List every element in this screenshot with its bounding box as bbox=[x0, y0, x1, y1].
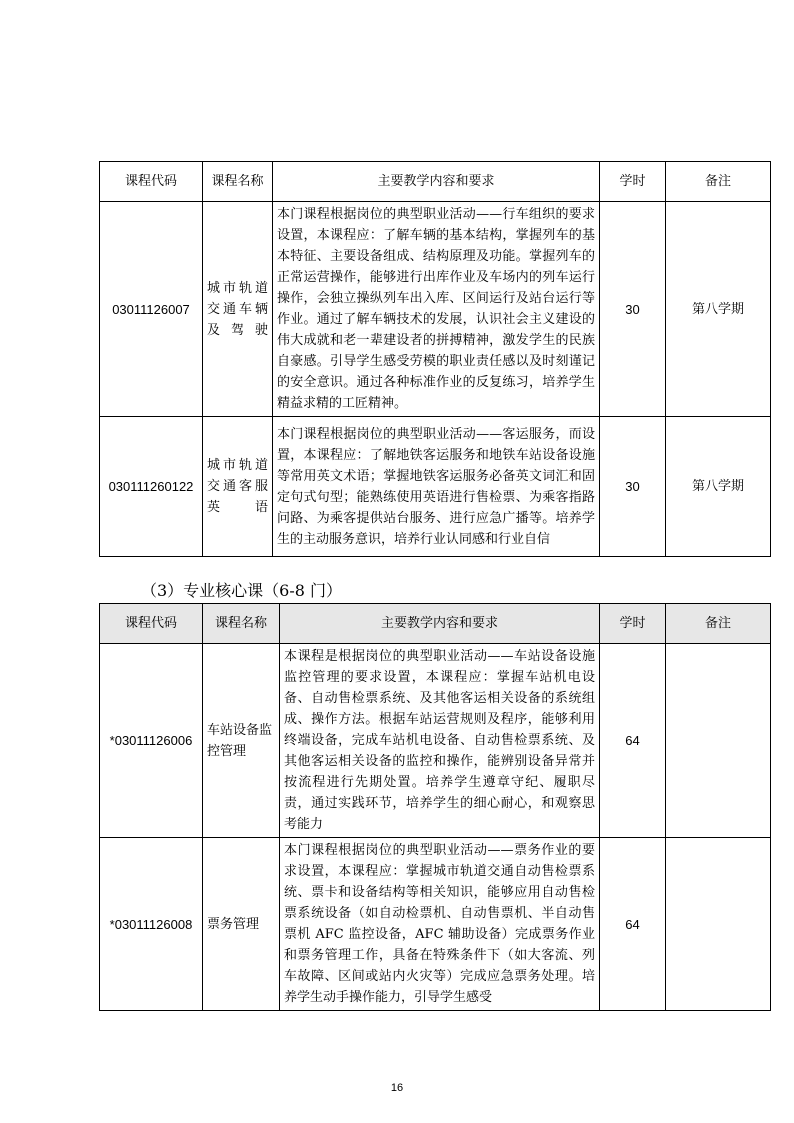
course-code: *03011126008 bbox=[100, 838, 203, 1011]
course-name: 城市轨道交通客服英语 bbox=[203, 417, 273, 557]
course-note: 第八学期 bbox=[666, 417, 771, 557]
header-content: 主要教学内容和要求 bbox=[273, 162, 600, 202]
core-course-table bbox=[99, 603, 771, 1011]
table-row bbox=[100, 838, 771, 1011]
course-note bbox=[666, 644, 771, 838]
section-title: （3）专业核心课（6-8 门） bbox=[141, 581, 343, 600]
course-note: 第八学期 bbox=[666, 202, 771, 417]
elective-course-table bbox=[99, 161, 771, 557]
course-name: 票务管理 bbox=[203, 838, 280, 1011]
course-content: 本门课程根据岗位的典型职业活动——客运服务，而设置，本课程应：了解地铁客运服务和地铁车站设备设施等常用英文术语；掌握地铁客运服务必备英文词汇和固定句式句型；能熟练使用英语进行售检票、为乘客指路问路、为乘客提供站台服务、进行应急广播等。培养学生的主动服务意识，培养行业认同感和行业自信 bbox=[273, 417, 600, 557]
course-code: 030111260122 bbox=[100, 417, 203, 557]
header-hours: 学时 bbox=[600, 604, 666, 644]
table-header-row bbox=[100, 162, 771, 202]
course-content: 本课程是根据岗位的典型职业活动——车站设备设施监控管理的要求设置，本课程应：掌握车站机电设备、自动售检票系统、及其他客运相关设备的系统组成、操作方法。根据车站运营规则及程序，能够利用终端设备，完成车站机电设备、自动售检票系统、及其他客运相关设备的监控和操作，能辨别设备异常并按流程进行先期处置。培养学生遵章守纪、履职尽责，通过实践环节，培养学生的细心耐心，和观察思考能力 bbox=[280, 644, 600, 838]
header-course-name: 课程名称 bbox=[203, 162, 273, 202]
course-content: 本门课程根据岗位的典型职业活动——行车组织的要求设置，本课程应：了解车辆的基本结构，掌握列车的基本特征、主要设备组成、结构原理及功能。掌握列车的正常运营操作，能够进行出库作业及车场内的列车运行操作，会独立操纵列车出入库、区间运行及站台运行等作业。通过了解车辆技术的发展，认识社会主义建设的伟大成就和老一辈建设者的拼搏精神，激发学生的民族自豪感。引导学生感受劳模的职业责任感以及时刻谨记的安全意识。通过各种标准作业的反复练习，培养学生精益求精的工匠精神。 bbox=[273, 202, 600, 417]
course-name: 车站设备监控管理 bbox=[203, 644, 280, 838]
header-course-name: 课程名称 bbox=[203, 604, 280, 644]
course-code: 03011126007 bbox=[100, 202, 203, 417]
table-row bbox=[100, 202, 771, 417]
course-note bbox=[666, 838, 771, 1011]
course-name: 城市轨道交通车辆及驾驶 bbox=[203, 202, 273, 417]
header-notes: 备注 bbox=[666, 604, 771, 644]
table-row bbox=[100, 417, 771, 557]
table-row bbox=[100, 644, 771, 838]
page-number: 16 bbox=[390, 1082, 404, 1094]
header-hours: 学时 bbox=[600, 162, 666, 202]
header-content: 主要教学内容和要求 bbox=[280, 604, 600, 644]
course-code: *03011126006 bbox=[100, 644, 203, 838]
course-hours: 64 bbox=[600, 644, 666, 838]
course-hours: 30 bbox=[600, 417, 666, 557]
header-course-code: 课程代码 bbox=[100, 604, 203, 644]
course-hours: 30 bbox=[600, 202, 666, 417]
table-header-row bbox=[100, 604, 771, 644]
header-notes: 备注 bbox=[666, 162, 771, 202]
course-content: 本门课程根据岗位的典型职业活动——票务作业的要求设置，本课程应：掌握城市轨道交通自动售检票系统、票卡和设备结构等相关知识，能够应用自动售检票系统设备（如自动检票机、自动售票机、半自动售票机 AFC 监控设备，AFC 辅助设备）完成票务作业和票务管理工作，具备在特殊条件下（如大客流、列车故障、区间或站内火灾等）完成应急票务处理。培养学生动手操作能力，引导学生感受 bbox=[280, 838, 600, 1011]
course-hours: 64 bbox=[600, 838, 666, 1011]
header-course-code: 课程代码 bbox=[100, 162, 203, 202]
